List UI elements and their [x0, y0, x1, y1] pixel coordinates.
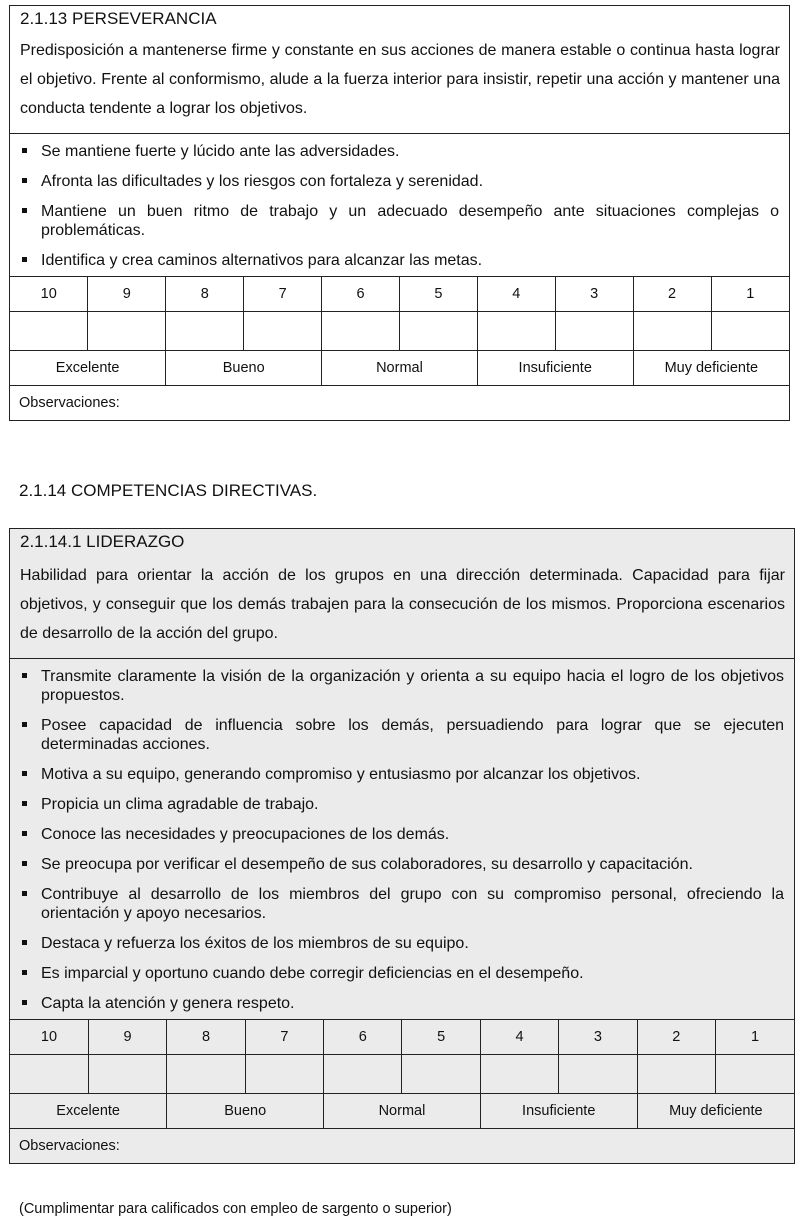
observations-row	[10, 386, 789, 421]
score-input-cell[interactable]	[402, 1055, 480, 1094]
criterion-text: Es imparcial y oportuno cuando debe corregir deficiencias en el desempeño.	[41, 965, 584, 982]
score-cell: 7	[245, 1020, 323, 1055]
score-input-cell[interactable]	[716, 1055, 794, 1094]
criterion-text: Mantiene un buen ritmo de trabajo y un adecuado desempeño ante situaciones complejas o problemáticas.	[41, 203, 779, 239]
rating-table	[10, 1019, 794, 1163]
competency-header	[10, 6, 789, 134]
score-input-cell[interactable]	[477, 312, 555, 351]
criterion-text: Se mantiene fuerte y lúcido ante las adversidades.	[41, 143, 400, 160]
observations-field[interactable]: Observaciones:	[10, 1129, 794, 1164]
competency-block-liderazgo	[9, 528, 795, 1164]
criterion-item	[20, 716, 784, 754]
criterion-item	[20, 825, 784, 844]
rating-label: Excelente	[10, 351, 166, 386]
criterion-item	[20, 855, 784, 874]
score-input-cell[interactable]	[88, 1055, 166, 1094]
criterion-item	[20, 795, 784, 814]
bullet-icon	[22, 940, 27, 945]
score-cell: 9	[88, 1020, 166, 1055]
competency-description: Predisposición a mantenerse firme y constante en sus acciones de manera estable o continua hasta lograr el objetivo. Frente al conformismo, alude a la fuerza interior para insistir, repetir una acción y mantener una conducta tendente a lograr los objetivos.	[20, 42, 780, 117]
score-input-cell[interactable]	[322, 312, 400, 351]
rating-label: Excelente	[10, 1094, 167, 1129]
criterion-text: Propicia un clima agradable de trabajo.	[41, 796, 319, 813]
score-input-cell[interactable]	[637, 1055, 715, 1094]
competency-block-perseverancia	[9, 5, 790, 421]
score-cell: 2	[637, 1020, 715, 1055]
score-cell: 4	[477, 277, 555, 312]
rating-label: Normal	[322, 351, 478, 386]
score-input-cell[interactable]	[711, 312, 789, 351]
score-cell: 4	[480, 1020, 558, 1055]
score-input-cell[interactable]	[555, 312, 633, 351]
rating-label: Muy deficiente	[637, 1094, 794, 1129]
score-input-cell[interactable]	[244, 312, 322, 351]
rating-label: Insuficiente	[477, 351, 633, 386]
criterion-item	[20, 667, 784, 705]
criterion-item	[20, 934, 784, 953]
criterion-item	[20, 142, 779, 161]
criterion-text: Destaca y refuerza los éxitos de los miembros de su equipo.	[41, 935, 469, 952]
competency-title: 2.1.14.1 LIDERAZGO	[20, 532, 185, 551]
score-cell: 9	[88, 277, 166, 312]
score-cell: 3	[559, 1020, 637, 1055]
score-input-cell[interactable]	[399, 312, 477, 351]
score-input-cell[interactable]	[10, 312, 88, 351]
score-input-row	[10, 312, 789, 351]
criterion-item	[20, 964, 784, 983]
rating-label: Insuficiente	[480, 1094, 637, 1129]
footnote: (Cumplimentar para calificados con empleo de sargento o superior)	[19, 1201, 452, 1217]
score-cell: 1	[711, 277, 789, 312]
score-cell: 10	[10, 1020, 88, 1055]
criterion-text: Motiva a su equipo, generando compromiso y entusiasmo por alcanzar los objetivos.	[41, 766, 641, 783]
score-row	[10, 277, 789, 312]
rating-table	[10, 276, 789, 420]
criterion-text: Se preocupa por verificar el desempeño de sus colaboradores, su desarrollo y capacitación.	[41, 856, 693, 873]
observations-row	[10, 1129, 794, 1164]
criterion-item	[20, 994, 784, 1013]
criteria-list	[10, 659, 794, 1019]
competency-description: Habilidad para orientar la acción de los grupos en una dirección determinada. Capacidad para fijar objetivos, y conseguir que los demás trabajen para la consecución de los mismos. Proporciona escenarios de desarrollo de la acción del grupo.	[20, 567, 785, 642]
bullet-icon	[22, 891, 27, 896]
bullet-icon	[22, 257, 27, 262]
score-cell: 1	[716, 1020, 794, 1055]
bullet-icon	[22, 722, 27, 727]
score-input-cell[interactable]	[10, 1055, 88, 1094]
bullet-icon	[22, 1000, 27, 1005]
score-cell: 7	[244, 277, 322, 312]
score-cell: 2	[633, 277, 711, 312]
rating-label: Normal	[324, 1094, 481, 1129]
rating-label: Muy deficiente	[633, 351, 789, 386]
score-input-cell[interactable]	[245, 1055, 323, 1094]
competency-title: 2.1.13 PERSEVERANCIA	[20, 9, 217, 28]
criterion-text: Posee capacidad de influencia sobre los demás, persuadiendo para lograr que se ejecuten determinadas acciones.	[41, 717, 784, 753]
bullet-icon	[22, 861, 27, 866]
score-input-cell[interactable]	[324, 1055, 402, 1094]
bullet-icon	[22, 801, 27, 806]
bullet-icon	[22, 208, 27, 213]
bullet-icon	[22, 673, 27, 678]
score-input-row	[10, 1055, 794, 1094]
bullet-icon	[22, 831, 27, 836]
criterion-item	[20, 172, 779, 191]
criterion-item	[20, 765, 784, 784]
rating-label-row	[10, 351, 789, 386]
section-heading: 2.1.14 COMPETENCIAS DIRECTIVAS.	[19, 481, 318, 500]
score-cell: 5	[399, 277, 477, 312]
score-input-cell[interactable]	[88, 312, 166, 351]
rating-label: Bueno	[167, 1094, 324, 1129]
criterion-text: Transmite claramente la visión de la organización y orienta a su equipo hacia el logro de los objetivos propuestos.	[41, 668, 784, 704]
bullet-icon	[22, 178, 27, 183]
criterion-text: Identifica y crea caminos alternativos para alcanzar las metas.	[41, 252, 483, 269]
score-cell: 8	[167, 1020, 245, 1055]
criterion-item	[20, 251, 779, 270]
criterion-text: Conoce las necesidades y preocupaciones de los demás.	[41, 826, 450, 843]
score-input-cell[interactable]	[633, 312, 711, 351]
bullet-icon	[22, 970, 27, 975]
criterion-item	[20, 202, 779, 240]
criterion-item	[20, 885, 784, 923]
score-cell: 6	[322, 277, 400, 312]
criterion-text: Contribuye al desarrollo de los miembros del grupo con su compromiso personal, ofreciendo la orientación y apoyo necesarios.	[41, 886, 784, 922]
score-cell: 3	[555, 277, 633, 312]
score-cell: 6	[324, 1020, 402, 1055]
score-cell: 5	[402, 1020, 480, 1055]
score-input-cell[interactable]	[559, 1055, 637, 1094]
criterion-text: Afronta las dificultades y los riesgos con fortaleza y serenidad.	[41, 173, 484, 190]
criteria-list	[10, 134, 789, 276]
bullet-icon	[22, 771, 27, 776]
score-input-cell[interactable]	[166, 312, 244, 351]
competency-header	[10, 529, 794, 659]
rating-label-row	[10, 1094, 794, 1129]
observations-field[interactable]: Observaciones:	[10, 386, 789, 421]
score-cell: 10	[10, 277, 88, 312]
rating-label: Bueno	[166, 351, 322, 386]
score-cell: 8	[166, 277, 244, 312]
criterion-text: Capta la atención y genera respeto.	[41, 995, 295, 1012]
score-input-cell[interactable]	[167, 1055, 245, 1094]
score-input-cell[interactable]	[480, 1055, 558, 1094]
bullet-icon	[22, 148, 27, 153]
score-row	[10, 1020, 794, 1055]
